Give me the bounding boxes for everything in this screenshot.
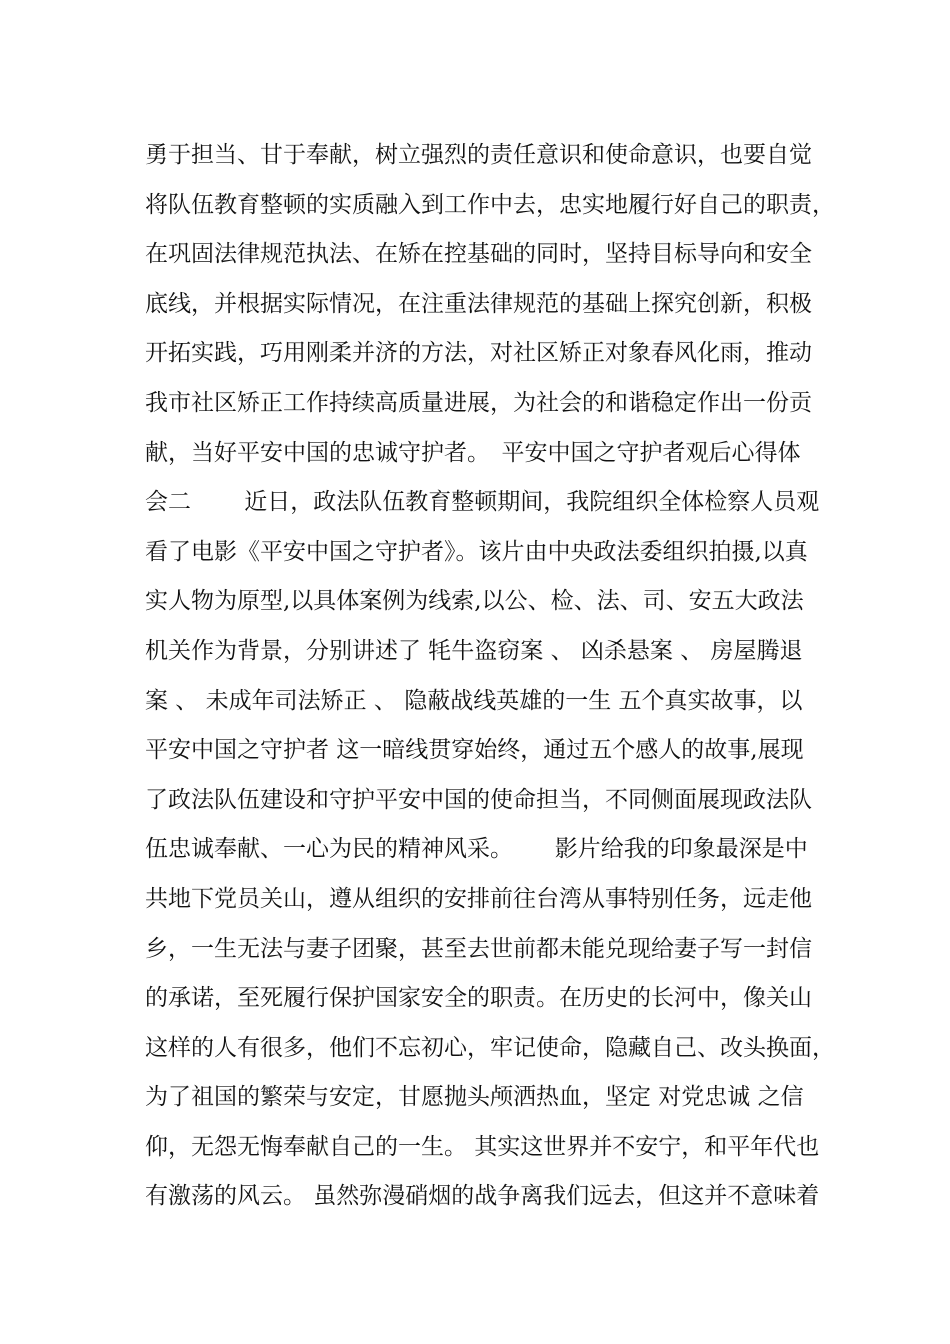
text-line: 在巩固法律规范执法、在矫在控基础的同时，坚持目标导向和安全 (145, 241, 812, 268)
text-line: 实人物为原型,以具体案例为线索,以公、检、法、司、安五大政法 (145, 588, 804, 615)
text-line: 平安中国之守护者 这一暗线贯穿始终，通过五个感人的故事,展现 (145, 737, 804, 764)
text-line: 共地下党员关山，遵从组织的安排前往台湾从事特别任务，远走他 (145, 885, 812, 912)
text-line: 会二 近日，政法队伍教育整顿期间，我院组织全体检察人员观 (145, 489, 820, 516)
text-line: 的承诺，至死履行保护国家安全的职责。在历史的长河中，像关山 (145, 985, 812, 1012)
text-line: 了政法队伍建设和守护平安中国的使命担当，不同侧面展现政法队 (145, 786, 812, 813)
text-line: 底线，并根据实际情况，在注重法律规范的基础上探究创新，积极 (145, 290, 812, 317)
text-line: 看了电影《平安中国之守护者》。该片由中央政法委组织拍摄,以真 (145, 538, 808, 565)
text-line: 伍忠诚奉献、一心为民的精神风采。 影片给我的印象最深是中 (145, 836, 808, 863)
text-line: 机关作为背景，分别讲述了 牦牛盗窃案 、 凶杀悬案 、 房屋腾退 (145, 637, 803, 664)
text-line: 有激荡的风云。 虽然弥漫硝烟的战争离我们远去，但这并不意味着 (145, 1183, 820, 1210)
text-line: 开拓实践，巧用刚柔并济的方法，对社区矫正对象春风化雨，推动 (145, 340, 812, 367)
body-text (145, 131, 845, 1222)
text-line: 将队伍教育整顿的实质融入到工作中去，忠实地履行好自己的职责， (145, 191, 835, 218)
text-line: 案 、 未成年司法矫正 、 隐蔽战线英雄的一生 五个真实故事，以 (145, 687, 803, 714)
text-line: 为了祖国的繁荣与安定，甘愿抛头颅洒热血，坚定 对党忠诚 之信 (145, 1084, 804, 1111)
text-line: 乡，一生无法与妻子团聚，甚至去世前都未能兑现给妻子写一封信 (145, 935, 812, 962)
text-line: 献，当好平安中国的忠诚守护者。 平安中国之守护者观后心得体 (145, 439, 801, 466)
text-line: 仰，无怨无悔奉献自己的一生。 其实这世界并不安宁，和平年代也 (145, 1133, 820, 1160)
text-line: 我市社区矫正工作持续高质量进展，为社会的和谐稳定作出一份贡 (145, 389, 812, 416)
text-line: 这样的人有很多，他们不忘初心，牢记使命，隐藏自己、改头换面， (145, 1034, 835, 1061)
text-line: 勇于担当、甘于奉献，树立强烈的责任意识和使命意识，也要自觉 (145, 142, 812, 168)
